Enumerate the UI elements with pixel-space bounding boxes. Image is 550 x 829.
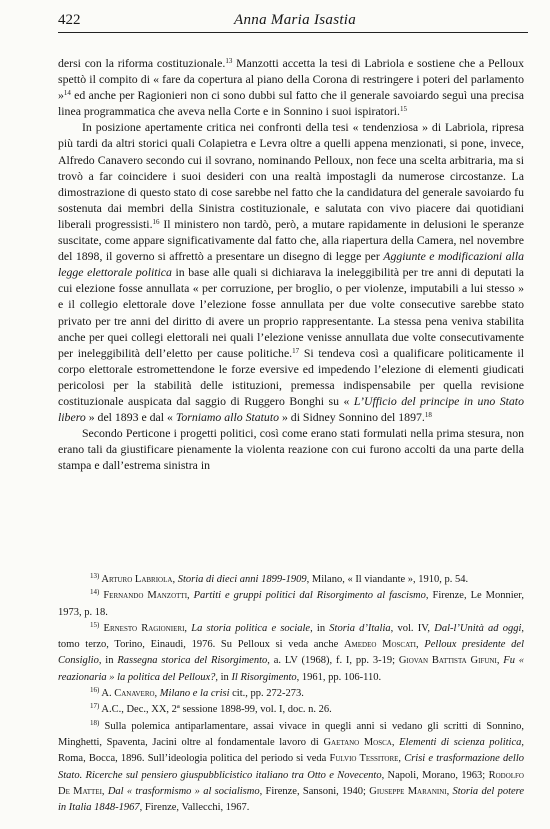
author-name: Giuseppe Maranini xyxy=(369,785,447,797)
text-run: cit., pp. 272-273. xyxy=(229,688,304,700)
text-run: , vol. IV, xyxy=(390,622,435,634)
footnote-ref-18: 18 xyxy=(424,411,432,420)
text-run: Il ministero non tardò, però, a mutare rapidamente in delusioni le speranze suscitate, come appare significativamente dal fatto che, alla riapertura della Camera, nel novembre del 1898, il governo si affrettò a presentare un disegno di legge per xyxy=(58,216,524,264)
italic-title: Storia del potere in Italia 1848-1967 xyxy=(58,785,525,814)
italic-title: Rassegna storica del Risorgimento xyxy=(117,655,268,667)
text-run: Sulla polemica antiparlamentare, assai vivace in quegli anni si vedano gli scritti di Sonnino, Minghetti, Spaventa, Jacini oltre al fondamentale lavoro di xyxy=(58,720,524,748)
italic-title: Dal-l’Unità ad oggi xyxy=(434,622,522,634)
text-run: , xyxy=(187,590,194,602)
text-run: , Firenze, Le Monnier, 1973, p. 18. xyxy=(58,590,524,618)
text-run: Si tendeva così a qualificare politicamente il corpo elettorale estromettendone le forze eversive ed impedendo l’elezione di elementi giudicati pericolosi per la stabilità delle istituzioni, premessa indispensabile per quella revisione costituzionale auspicata dal saggio di Ruggero Bonghi su « xyxy=(58,345,524,408)
italic-title: Pelloux presidente del Consiglio xyxy=(58,639,525,667)
footnote-18 xyxy=(58,719,524,817)
text-run: , Napoli, Morano, 1963; xyxy=(381,769,489,781)
italic-title: L’Ufficio del principe in uno Stato libero xyxy=(58,393,524,425)
text-run: , xyxy=(496,655,504,667)
text-run: , in xyxy=(98,655,118,667)
author-name: Amedeo Moscati xyxy=(343,639,416,651)
text-run: , Firenze, Sansoni, 1940; xyxy=(259,785,370,797)
text-run: In posizione apertamente critica nei confronti della tesi « tendenziosa » di Labriola, ripresa più tardi da altri storici quali Colapietra e Levra oltre a quelli appena menzionati, si pone, invece, Alfredo Canavero secondo cui il sovrano, nominando Pelloux, non fece una scelta arbitraria, ma si trovò a far coincidere i suoi desideri con una realtà impostagli da numerose circostanze. La dimostrazione di questo stato di cose sarebbe nel fatto che la candidatura del generale savoiardo fu sostenuta dai membri della Sinistra costituzionale, e salutata con vivo piacere dai quotidiani liberali progressisti. xyxy=(58,120,524,231)
italic-title: Milano e la crisi xyxy=(159,688,230,700)
footnote-14 xyxy=(58,588,524,621)
footnote-number: 14) xyxy=(90,588,100,597)
text-run: , in xyxy=(310,622,330,634)
text-run: , xyxy=(391,736,400,748)
text-run: A.C., Dec., XX, 2ª sessione 1898-99, vol. I, doc. n. 26. xyxy=(99,704,332,716)
author-name: Fulvio Tessitore xyxy=(329,753,399,765)
footnote-ref-14: 14 xyxy=(63,89,71,98)
text-run: , a. LV (1968), f. I, pp. 3-19; xyxy=(267,655,399,667)
footnote-ref-13: 13 xyxy=(225,57,233,65)
italic-title: Dal « trasformismo » al socialismo xyxy=(107,785,260,797)
footnote-ref-16: 16 xyxy=(152,217,160,226)
italic-title: Il Risorgimento xyxy=(231,671,297,683)
page-number: 422 xyxy=(58,12,81,28)
text-run: , xyxy=(154,688,160,700)
footnote-17 xyxy=(58,702,524,718)
text-run: , xyxy=(446,785,453,797)
text-run: , xyxy=(184,622,192,634)
footnote-ref-17: 17 xyxy=(292,346,300,355)
text-run: , Milano, « Il viandante », 1910, p. 54. xyxy=(306,574,469,585)
footnote-15 xyxy=(58,621,524,686)
text-run: in base alle quali si dichiarava la ineleggibilità per tre anni di deputati la cui elezione fosse annullata « per corruzione, per broglio, o per violenze, imputabili a lui stesso » e il collegio elettorale dove l’elezione fosse annullata per due volte consecutive sarebbe stato privato per tre anni del diritto di avere un proprio rappresentante. La stessa pena veniva stabilita anche per quei collegi elettorali nei quali l’elezione venisse annullata due volte consecutivamente per ineleggibilità dell’eletto per cause politiche. xyxy=(58,265,524,360)
text-run: , xyxy=(172,574,178,585)
text-run: , in xyxy=(215,671,232,683)
body-text xyxy=(58,55,524,473)
author-name: A. Canavero xyxy=(99,688,155,700)
text-run: , xyxy=(398,753,405,765)
italic-title: Torniamo allo Statuto xyxy=(175,410,279,425)
italic-title: Storia di dieci anni 1899-1909 xyxy=(177,574,307,585)
italic-title: Aggiunte e modificazioni alla legge elettorale politica xyxy=(58,249,524,280)
author-name: Fernando Manzotti xyxy=(99,590,188,602)
author-name: Giovan Battista Gifuni xyxy=(398,655,497,667)
running-head: Anna Maria Isastia xyxy=(234,12,357,28)
footnote-number: 15) xyxy=(90,620,100,629)
footnote-number: 13) xyxy=(90,572,100,580)
text-run: , Roma, Bocca, 1896. Sull’ideologia politica del periodo si veda xyxy=(58,736,525,765)
footnotes xyxy=(58,572,524,816)
footnote-16 xyxy=(58,686,524,702)
text-run: , xyxy=(416,639,425,651)
italic-title: Elementi di scienza politica xyxy=(399,736,522,748)
text-run: , 1961, pp. 106-110. xyxy=(296,671,382,683)
italic-title: La storia politica e sociale xyxy=(191,622,311,634)
paragraph-2 xyxy=(58,119,524,425)
text-run: ed anche per Ragionieri non ci sono dubbi sul fatto che il generale savoiardo seguì una precisa linea programmatica che aveva nella Corte e in Sonnino i suoi ispiratori. xyxy=(58,88,524,119)
text-run: , Firenze, Vallecchi, 1967. xyxy=(139,802,250,814)
page-header xyxy=(58,10,528,33)
text-run: dersi con la riforma costituzionale. xyxy=(58,56,226,70)
footnote-13 xyxy=(58,572,524,588)
author-name: Rodolfo De Mattei xyxy=(58,769,524,797)
author-name: Arturo Labriola xyxy=(99,574,173,585)
paragraph-3: Secondo Perticone i progetti politici, così come erano stati formulati nella prima stesura, non erano tali da giustificare pienamente la violenta reazione con cui furono accolti da una parte della stampa e dall’estrema sinistra in xyxy=(58,426,524,473)
text-run: , xyxy=(101,785,108,797)
footnote-number: 18) xyxy=(90,718,100,727)
text-run: Manzotti accetta la tesi di Labriola e sostiene che a Pelloux spettò il compito di « fare da copertura al piano della Corona di restringere i poteri del parlamento » xyxy=(58,56,524,103)
italic-title: Storia d’Italia xyxy=(329,622,391,634)
footnote-ref-15: 15 xyxy=(400,105,408,114)
author-name: Ernesto Ragionieri xyxy=(99,622,185,634)
italic-title: Crisi e trasformazione dello Stato. Ricerche sul pensiero giuspubblicistico italiano tra Otto e Novecento xyxy=(58,753,524,781)
paragraph-1 xyxy=(58,55,524,119)
italic-title: Partiti e gruppi politici dal Risorgimento al fascismo xyxy=(193,590,426,602)
text-run: » del 1893 e dal « xyxy=(85,410,176,425)
text-run: » di Sidney Sonnino del 1897. xyxy=(279,410,425,425)
footnote-number: 17) xyxy=(90,702,100,711)
footnote-number: 16) xyxy=(90,686,100,695)
author-name: Gaetano Mosca xyxy=(323,736,392,748)
italic-title: Fu « reazionaria » la politica del Pelloux? xyxy=(58,655,525,683)
text-run: , tomo terzo, Torino, Einaudi, 1976. Su Pelloux si veda anche xyxy=(58,622,525,651)
